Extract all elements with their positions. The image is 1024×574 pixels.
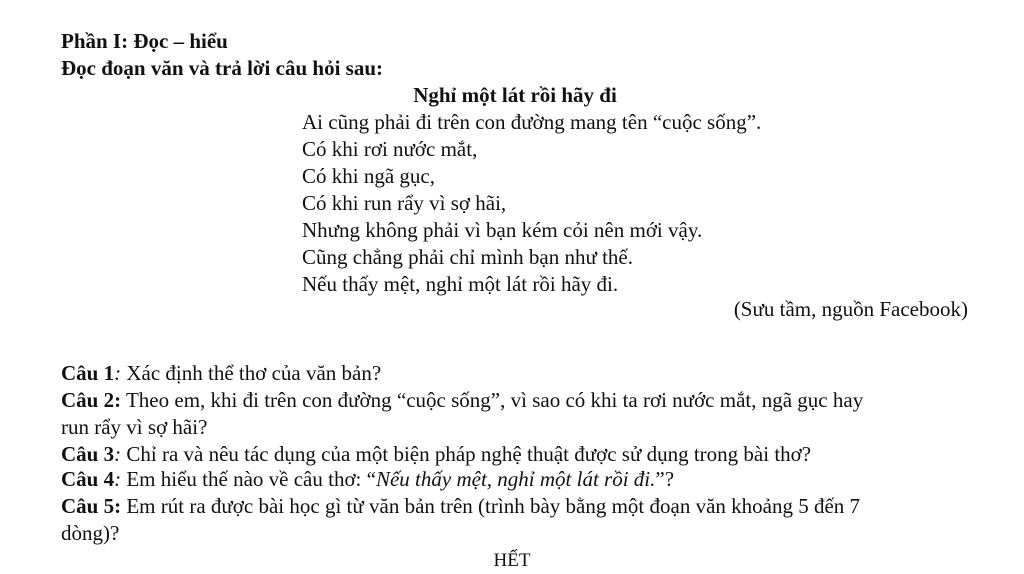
question-2: [61, 387, 863, 414]
instruction-text: Đọc đoạn văn và trả lời câu hỏi sau:: [61, 56, 383, 80]
question-label: Câu 1: [61, 361, 115, 385]
question-label: Câu 4: [61, 467, 115, 491]
question-2-continuation: run rẩy vì sợ hãi?: [61, 415, 208, 439]
question-colon: :: [114, 467, 122, 491]
poem-line: Có khi run rẩy vì sợ hãi,: [302, 191, 507, 215]
question-label: Câu 5: [61, 494, 115, 518]
question-text: Theo em, khi đi trên con đường “cuộc sống”, vì sao có khi ta rơi nước mắt, ngã gục hay: [121, 388, 864, 412]
poem-title: Nghỉ một lát rồi hãy đi: [413, 83, 617, 107]
poem-line: Nhưng không phải vì bạn kém cỏi nên mới vậy.: [302, 218, 703, 242]
question-4: [61, 466, 674, 493]
question-5: [61, 493, 860, 520]
question-colon: :: [114, 388, 122, 412]
question-text-end: ”?: [655, 467, 675, 491]
question-text: Em hiểu thế nào về câu thơ: “: [121, 467, 376, 491]
end-mark: HẾT: [493, 550, 531, 571]
question-text: Xác định thể thơ của văn bản?: [121, 361, 382, 385]
question-colon: :: [114, 361, 122, 385]
question-3: [61, 441, 811, 468]
poem-line: Ai cũng phải đi trên con đường mang tên “cuộc sống”.: [302, 110, 762, 134]
question-text: Em rút ra được bài học gì từ văn bản trên (trình bày bằng một đoạn văn khoảng 5 đến 7: [121, 494, 861, 518]
poem-line: Nếu thấy mệt, nghỉ một lát rồi hãy đi.: [302, 272, 619, 296]
question-label: Câu 3: [61, 442, 115, 466]
section-title: Phần I: Đọc – hiểu: [61, 29, 228, 53]
question-label: Câu 2: [61, 388, 115, 412]
poem-line: Có khi rơi nước mắt,: [302, 137, 478, 161]
poem-line: Cũng chẳng phải chỉ mình bạn như thế.: [302, 245, 633, 269]
question-text: Chỉ ra và nêu tác dụng của một biện pháp nghệ thuật được sử dụng trong bài thơ?: [121, 442, 812, 466]
quoted-verse: Nếu thấy mệt, nghỉ một lát rồi đi.: [375, 467, 656, 491]
poem-line: Có khi ngã gục,: [302, 164, 435, 188]
question-1: [61, 360, 381, 387]
question-colon: :: [114, 494, 122, 518]
question-colon: :: [114, 442, 122, 466]
question-5-continuation: dòng)?: [61, 521, 120, 545]
poem-source: (Sưu tầm, nguồn Facebook): [733, 297, 968, 321]
